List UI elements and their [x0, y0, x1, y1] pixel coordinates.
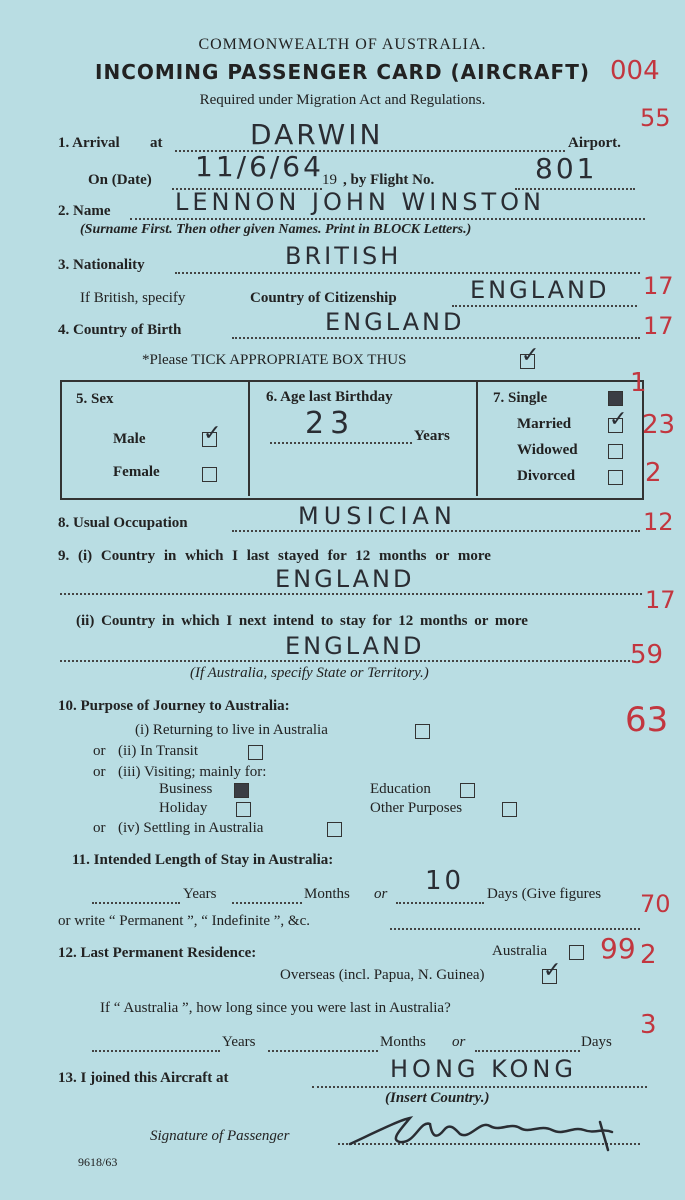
form-number: 9618/63: [78, 1155, 118, 1169]
q7-divorced-label: Divorced: [517, 468, 576, 484]
q1-arrival-value[interactable]: DARWIN: [250, 118, 384, 151]
q12-australia-label: Australia: [492, 943, 547, 959]
q12-how-long: If “ Australia ”, how long since you were last in Australia?: [100, 1000, 451, 1016]
q5-female-checkbox[interactable]: [202, 467, 217, 482]
q6-years-label: Years: [414, 428, 450, 444]
q7-married-checkbox[interactable]: [608, 418, 623, 433]
q10-holiday-label: Holiday: [159, 800, 208, 816]
q7-widowed-checkbox[interactable]: [608, 444, 623, 459]
q12-or: or: [452, 1034, 466, 1050]
length-code: 70: [640, 890, 671, 918]
card-number-code: 004: [610, 56, 660, 86]
q10-iv-or: or: [93, 820, 106, 836]
q7-single-checkbox[interactable]: [608, 391, 623, 406]
q3-nationality-label: 3. Nationality: [58, 257, 145, 273]
q10-returning-checkbox[interactable]: [415, 724, 430, 739]
q11-days-label: Days (Give figures: [487, 886, 602, 902]
how-long-code: 3: [640, 1010, 657, 1040]
tick-instruction: *Please TICK APPROPRIATE BOX THUS: [142, 352, 407, 368]
q4-birth-value[interactable]: ENGLAND: [325, 308, 465, 336]
q11-days-value[interactable]: 10: [425, 866, 465, 896]
q10-settling-label: (iv) Settling in Australia: [118, 820, 264, 836]
residence-code: 99: [600, 932, 636, 965]
q10-business-label: Business: [159, 781, 213, 797]
header-line1: COMMONWEALTH OF AUSTRALIA.: [198, 36, 487, 53]
q5-male-label: Male: [113, 431, 146, 447]
married-code: 23: [642, 410, 676, 440]
q6-age-label: 6. Age last Birthday: [266, 389, 393, 405]
q11-years-label: Years: [183, 886, 217, 902]
q13-note: (Insert Country.): [385, 1090, 490, 1106]
signature-label: Signature of Passenger: [150, 1128, 290, 1144]
overseas-code: 2: [640, 940, 657, 970]
birth-code: 17: [643, 312, 674, 340]
q12-overseas-checkbox[interactable]: [542, 969, 557, 984]
q1-flight-value[interactable]: 801: [535, 152, 598, 185]
q10-settling-checkbox[interactable]: [327, 822, 342, 837]
q10-transit-checkbox[interactable]: [248, 745, 263, 760]
q9-ii-label: (ii) Country in which I next intend to stay for 12 months or more: [76, 613, 528, 629]
q7-single-label: 7. Single: [493, 390, 548, 406]
occupation-code: 12: [643, 508, 674, 536]
q9-ii-value[interactable]: ENGLAND: [285, 632, 425, 660]
q11-line2: or write “ Permanent ”, “ Indefinite ”, &c.: [58, 913, 310, 929]
q1-date-value[interactable]: 11/6/64: [195, 150, 324, 183]
q12-overseas-label: Overseas (incl. Papua, N. Guinea): [280, 967, 485, 983]
q13-joined-label: 13. I joined this Aircraft at: [58, 1070, 229, 1086]
q7-married-label: Married: [517, 416, 572, 432]
q7-widowed-label: Widowed: [517, 442, 578, 458]
q10-iii-or: or: [93, 764, 106, 780]
q11-or: or: [374, 886, 388, 902]
q10-education-checkbox[interactable]: [460, 783, 475, 798]
q1-arrival-label: 1. Arrival: [58, 135, 120, 151]
q5-female-label: Female: [113, 464, 160, 480]
q5-sex-label: 5. Sex: [76, 391, 114, 407]
q3-if-british: If British, specify: [80, 290, 186, 306]
q1-flight-label: , by Flight No.: [343, 172, 435, 188]
q10-visiting-label: (iii) Visiting; mainly for:: [118, 764, 267, 780]
q6-age-value[interactable]: 23: [305, 406, 356, 441]
stay-code-59: 59: [630, 640, 664, 670]
q10-business-checkbox[interactable]: [234, 783, 249, 798]
q2-name-value[interactable]: LENNON JOHN WINSTON: [175, 188, 546, 216]
q3-citizenship-value[interactable]: ENGLAND: [470, 276, 610, 304]
q9-note: (If Australia, specify State or Territory.): [190, 665, 429, 681]
q10-ii-or: or: [93, 743, 106, 759]
single-code: 1: [630, 368, 647, 398]
form-subtitle: Required under Migration Act and Regulations.: [199, 92, 486, 108]
passenger-signature: [340, 1100, 640, 1160]
q8-occupation-label: 8. Usual Occupation: [58, 515, 188, 531]
divorced-code: 2: [645, 458, 662, 488]
q2-name-label: 2. Name: [58, 203, 111, 219]
q10-other-label: Other Purposes: [370, 800, 463, 816]
q9-i-value[interactable]: ENGLAND: [275, 565, 415, 593]
q8-occupation-value[interactable]: MUSICIAN: [298, 502, 457, 530]
purpose-code: 63: [625, 700, 669, 740]
form-title: INCOMING PASSENGER CARD (AIRCRAFT): [95, 60, 590, 84]
tick-sample-box: [520, 354, 535, 369]
q12-days-label: Days: [581, 1034, 612, 1050]
q12-australia-checkbox[interactable]: [569, 945, 584, 960]
q10-education-label: Education: [370, 781, 431, 797]
q1-airport: Airport.: [568, 135, 621, 151]
q12-residence-label: 12. Last Permanent Residence:: [58, 945, 257, 961]
q3-nationality-value[interactable]: BRITISH: [285, 242, 402, 270]
q11-length-label: 11. Intended Length of Stay in Australia:: [72, 852, 334, 868]
q10-returning-label: (i) Returning to live in Australia: [135, 722, 328, 738]
q1-at: at: [150, 135, 163, 151]
q5-male-checkbox[interactable]: [202, 432, 217, 447]
q11-months-label: Months: [304, 886, 350, 902]
q12-months-label: Months: [380, 1034, 426, 1050]
q13-joined-value[interactable]: HONG KONG: [390, 1055, 577, 1083]
q7-divorced-checkbox[interactable]: [608, 470, 623, 485]
q10-purpose-label: 10. Purpose of Journey to Australia:: [58, 698, 290, 714]
q1-on-date-label: On (Date): [88, 172, 152, 188]
q3-citizenship-label: Country of Citizenship: [250, 290, 397, 306]
q9-i-label: 9. (i) Country in which I last stayed for 12 months or more: [58, 548, 491, 564]
q10-other-checkbox[interactable]: [502, 802, 517, 817]
q1-year: 19: [322, 172, 337, 188]
arrival-code: 55: [640, 104, 671, 132]
q12-years-label: Years: [222, 1034, 256, 1050]
next-stay-code: 17: [645, 586, 676, 614]
q10-transit-label: (ii) In Transit: [118, 743, 199, 759]
q2-note: (Surname First. Then other given Names. Print in BLOCK Letters.): [80, 222, 472, 237]
q10-holiday-checkbox[interactable]: [236, 802, 251, 817]
q4-birth-label: 4. Country of Birth: [58, 322, 182, 338]
citizenship-code: 17: [643, 272, 674, 300]
